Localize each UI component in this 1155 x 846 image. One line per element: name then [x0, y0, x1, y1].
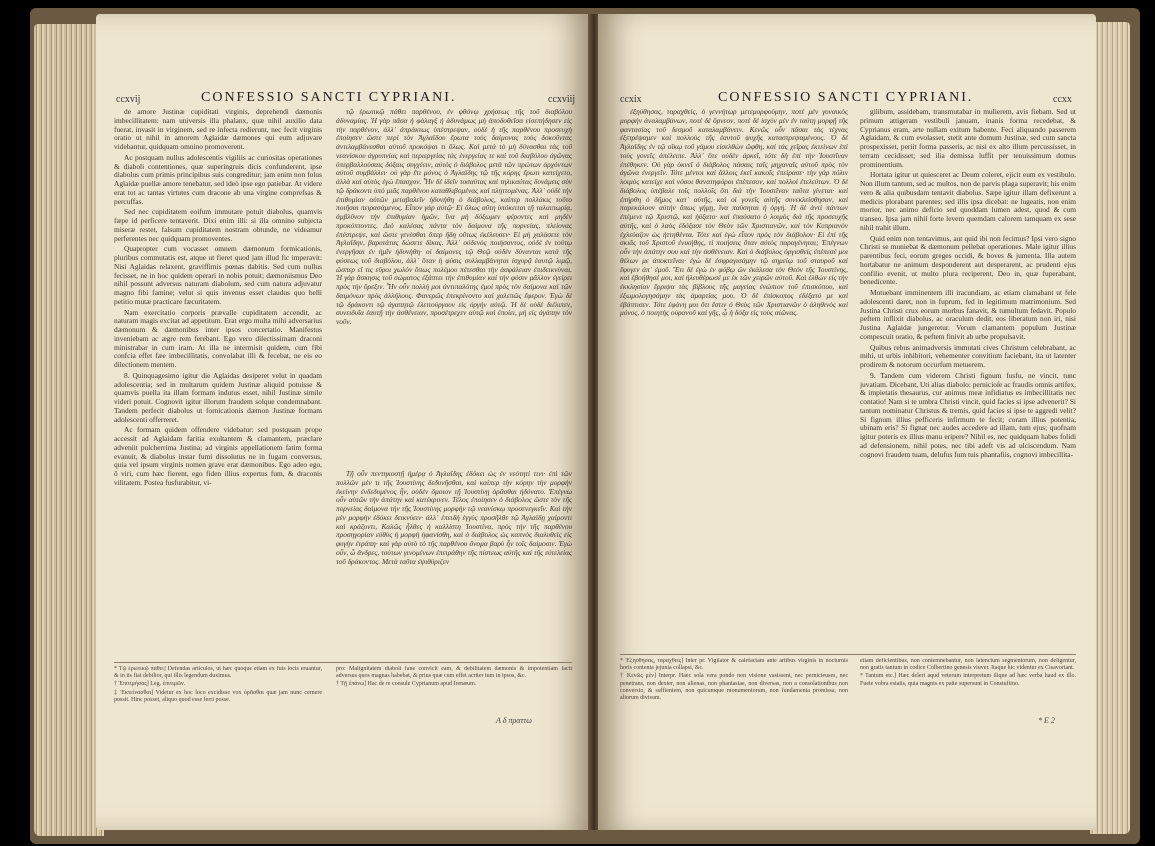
- latin-paragraph: 8. Quinquagesimo igitur die Aglaidas desiperet velut in quadam adolescentia; sed in multarum quidem Justinæ aliquid potuisse & quamvis puella ita illam formam indutus esset, nihil Justinæ simile videri potuit. Cognovit igitur illorum fraudem solque condemnabant. Tandem perfecit diabolus ut fornicationis dæmon Justinæ formam adolescenti offerreret.: [114, 370, 322, 424]
- latin-paragraph: gilibum, assidebam, transmutabar in mulierem, avis fiebam. Sed ut primum attigeram vestibuli januam, inanis forma recedebat, & Cyprianus eram, arte nullam exitum habente. Feci aliquando passerem Aglaidam, & cum evolasset, stetit ante domum Justinæ, sed cum sancta prospexisset, periit forma passeris, ac nisi ex alto illum percussisset, in terram cecidisset; sed ilia demissa luffit per tenuissimum domus prominentium.: [860, 108, 1076, 169]
- left-page: [96, 14, 590, 830]
- footnote: ‡ Ἐκτείνασθαι] Videtur ex hoc loco excidisse vox ὁρᾶσθαι quæ jam nunc cernere possit. Hinc posset, aliquo quod esse ferri posse.: [114, 689, 322, 703]
- footnote: † Τῇ ἐπάνω] Hac de re consule Cyprianum apud Irenæum.: [336, 681, 477, 688]
- latin-paragraph: Quid enim non tentavimus, aut quid ibi non fecimus? Ipsi vero signo Christi se muniebat & dæmonum pellebat operationes. Male igitur illius parentibus feci, eorum greges occidi, & boves & jumenta. Illa autem hortabatur ne animum desponderent aut desperarent, ac prudenti ejus confilio evenit, ut multo plura reciperent, Deo in, quæ fuperabant, benedicente.: [860, 233, 1076, 287]
- latin-paragraph: Quibus rebus animadversis immutati cives Christum celebrabant, ac mihi, ut urbis inhibitori, vehementer convitium faciebant, ita ut latenter prodirem & notorum occurfum metuerem.: [860, 342, 1076, 369]
- left-folio-left: ccxvij: [116, 94, 141, 105]
- left-page-edges: [34, 24, 104, 836]
- right-folio-right: ccxx: [1053, 94, 1072, 105]
- footnote: * Tantum etc.] Hæc deleri aqud veterum interpretum ilique ad hæc verba haud ex illo. Fuete vobra estatis, quia magnis ex patte supersunt in Constuftino.: [860, 673, 1076, 687]
- footnote: * Τῷ ἐρωτικῷ πάθει] Defendas articulos, ut hæc quoque etiam ex fuis locis eruantur, & in iis fiat debilior, qui illis legendum duximus.: [114, 666, 322, 680]
- right-page: [598, 14, 1096, 830]
- right-page-title: CONFESSIO SANCTI CYPRIANI.: [718, 90, 974, 105]
- right-footnotes: [620, 658, 848, 724]
- footnote: † Κενῶς μὲν] Interpr. Haec sola vera pondo non visione vasissent, nec pernicieuses, nec penetrans, non dexter, non alienas, non phantasiae, non diversas, non a consolationibus non conversio, & suffientem, non quicumque monumentorum, non fundamenta promissa, non aliorum divisum.: [620, 673, 848, 702]
- notes-divider: [114, 662, 572, 663]
- left-greek-column-2: [336, 470, 572, 658]
- footnote: etiam deficientibus, non contemnebantur, non latencium segmentorum, non deligentur, non gratis tantum in codice Colbertino genesis viuver. Itaque hic videntur ex Cisavortant.: [860, 658, 1076, 672]
- latin-paragraph: Ac formam quidem offendere videbatur: sed postquam prope accessit ad Aglaidam faritia exultantem & clamantem, præclare adveniit pulcherrima Justina; ad virginis appellationem fatim forma evanuit, & diabolus instar fumi dissolutus ne in fugam conversus, quia vel ipsum virginis nomen grave erat dæmonibus. Ego adeo ego, ô viri, cum hæc fierent, ego fiden illius expertus fum, & draconis vilitatem. Postea fusfurabitur, vi-: [114, 425, 322, 487]
- right-page-edges: [1090, 22, 1130, 834]
- left-greek-column: [336, 108, 572, 468]
- latin-paragraph: Quapropter cum vocasset omnem dæmonum formicationis, pluribus commutatis est, atque ut fieret quod jam illud fic imperavit: Nisi Aglaidas relaxent, graviffimis pœnas dabitis. Sed cum nullus fecisset, ne in hoc quidem operari in nobis potuit; dæmoniismus Deo nihil possunt adversus naturam diabolum, sed cum natura adjuvatur magno fibi famine; velut si quis invenus esset claudus quo belli petitio mutæ practicare fæcuritatem.: [114, 244, 322, 306]
- footnote: † Ἐπιτιμήσας] Leg. ἐπιτιμῶν.: [114, 681, 186, 688]
- left-folio-right: ccxviij: [548, 94, 576, 105]
- left-footnotes: [114, 666, 322, 726]
- right-greek-column: [620, 108, 848, 648]
- right-folio-left: ccxix: [620, 94, 642, 105]
- right-latin-column: [860, 108, 1076, 648]
- footnote: * Ἐξηύθησας, ταραχθεὶς] Inter pr. Vigilator & calefactam ante artibus virginis in nocturnis horis contenta jejunia collapsi, &c.: [620, 658, 848, 672]
- signature-mark: A δ πραττω: [496, 716, 532, 725]
- latin-paragraph: 9. Tandem cum viderem Christi fignum fusfu, ne vincit, tunc juvatiam. Dicebant, Uti alias diabolo: pernicioſe ac fraudis omnis artifex, & impietatis thesaurus, cur animus meæ infidiatus es imbecillitatis nec contatio! Nam si te umbra Christi vincit, quid facies si ipse advenerit? Si tantum nominatur Christus & tremis, quid facies si ipse te aggredi velit? Si fignum illius pefficeris infirmum te fecit; coram illius potentia, ubinam eris? Si fignat nec audes accedere ad illam, tum ejus; quofnam igitur poteris ex illius manu eripere? Nihil es, nec quidquam habes folidi ad defensionem, nihil potes, nec tibi adeft vis ad ulciscendum. Nam cognovi fraudem tuam, delufus fum tuis phantafiis, cognovi imbecillita-: [860, 370, 1076, 459]
- left-page-title: CONFESSIO SANCTI CYPRIANI.: [201, 90, 457, 105]
- notes-divider: [620, 654, 1076, 655]
- greek-paragraph: Τῇ οὖν πεντηκοστῇ ἡμέρᾳ ὁ Ἀγλαΐδης ἐδόκει ὡς ἐν νεότητί τινι· ἐπὶ τῶν πολλῶν μὲν τι τῆς Ἰουστίνης δεδυνῆσθαι, καὶ καίπερ τὴν κόρην τὴν μορφὴν ἐκείνην ἐνδεδυμένος ἦν, οὐδὲν ὅμοιον τῇ Ἰουστίνῃ ὁρᾶσθαι ἠδύνατο. Ἐπέγνω οὖν αὐτῶν τὴν ἀπάτην καὶ κατέκρινεν. Τέλος ἐποίησεν ὁ διάβολος ὥστε τὸν τῆς πορνείας δαίμονα τὴν τῆς Ἰουστίνης μορφὴν τῷ νεανίσκῳ προσενεγκεῖν. Καὶ τὴν μὲν μορφὴν ἐδόκει δεικνύειν· ἀλλ᾽ ἐπειδὴ ἐγγὺς προσῆλθε τῷ Ἀγλαΐδῃ χαίροντι καὶ κράζοντι, Καλῶς ἦλθες ἡ καλλίστη Ἰουστίνα, πρὸς τὴν τῆς παρθένου προσηγορίαν εὐθὺς ἡ μορφὴ ἠφανίσθη, καὶ ὁ διάβολος ὡς καπνὸς διαλυθεὶς εἰς φυγὴν ἐτράπη· καὶ γὰρ αὐτὸ τὸ τῆς παρθένου ὄνομα βαρὺ ἦν τοῖς δαίμοσιν. Ἐγὼ οὖν, ὦ ἄνδρες, τούτων γινομένων ἐπειράθην τῆς πίστεως αὐτῆς καὶ τῆς εὐτελείας τοῦ δράκοντος. Μετὰ ταῦτα ἐψιθύριζεν: [336, 470, 572, 566]
- greek-paragraph: ἐξηύθησας, ταραχθεὶς, ὁ γεννήτωρ μετεμορφούμην, ποτὲ μὲν γυναικὸς μορφὴν ἀναλαμβάνων, ποτὲ δὲ ὄρνεον, ποτὲ δὲ ἰσχὺν μὲν ἐν ταύτῃ μορφῇ τῆς φαντασίας τοῦ δεσμοῦ καταλαμβάνειν. Κενῶς οὖν πᾶσαι τὰς τέχνας ἐξετρέψαμεν καὶ πολλοὺς τῆς ἑαυτοῦ ψυχῆς καταστρεψαμένους. Ὁ δὲ Ἀγλαΐδης ἐν τῷ οἴκῳ τοῦ γάμου εἰσελθὼν ὤφθη, καὶ τὰς χεῖρας ἐκτείνων ἐπὶ τοὺς γονεῖς ἀπέλειπε. Ἀλλ᾽ ὅτε οὐδὲν ἀρκεῖ, τότε δὴ ἐπὶ τὴν Ἰουστῖναν ἐπέθηκεν. Οὐ γὰρ ὀκνεῖ ὁ διάβολος πάσαις ταῖς μηχαναῖς αὐτοῦ πρὸς τὸν ἀγῶνα ἐνεργεῖν. Τότε μέντοι καὶ ἄλλοις ἐκεῖ κακοῖς ἐπείρασε· τὴν γὰρ πόλιν λοιμὸς κατείχε καὶ νόσοι θανατηφόροι ἐπέπεσον, καὶ πολλοὶ ἐτελεύτων. Ὁ δὲ διάβολος ὑπέβαλε τοῖς πολλοῖς ὅτι διὰ τὴν Ἰουστῖναν ταῦτα γίνεται· καὶ ἐπήρθη ὁ δῆμος κατ᾽ αὐτῆς, καὶ οἱ γονεῖς αὐτῆς συνεκλείσθησαν, καὶ παρεκάλουν αὐτὴν ὅπως γήμῃ, ἵνα παύσηται ἡ ὀργή. Ἡ δὲ ἀντὶ πάντων ἐπέμενε τῷ Χριστῷ, καὶ ἠύξατο· καὶ ἐπαύσατο ὁ λοιμὸς διὰ τῆς προσευχῆς αὐτῆς, καὶ ὁ λαὸς ἐδόξασε τὸν Θεὸν τῶν Χριστιανῶν, καὶ τὸν Κυπριανὸν ἐχλεύαζον ὡς ἡττηθέντα. Τότε καὶ ἐγὼ εἶπον πρὸς τὸν διάβολον· Εἰ ἐπὶ τῆς σκιᾶς τοῦ Χριστοῦ ἐνικήθης, τί ποιήσεις ὅταν αὐτὸς παραγένηται; Ἐπέγνων οὖν τὴν ἀπάτην σου καὶ τὴν ἀσθένειαν. Καὶ ὁ διάβολος ὀργισθεὶς ἐπέπεσέ μοι θέλων με ἀποκτεῖναι· ἐγὼ δὲ ἐσφραγισάμην τῷ σημείῳ τοῦ σταυροῦ καὶ ἔφυγεν ἀπ᾽ ἐμοῦ. Ἔτι δὲ ἐγὼ ἐν φόβῳ ὢν ἐκάλεσα τὸν Θεὸν τῆς Ἰουστίνης, καὶ ἐβοήθησέ μοι, καὶ ἠλευθέρωσέ με ἐκ τῶν χειρῶν αὐτοῦ. Καὶ ἐλθὼν εἰς τὴν ἐκκλησίαν ἔρριψα τὰς βίβλους τῆς μαγείας ἐνώπιον τοῦ ἐπισκόπου, καὶ ἐξωμολογησάμην τὰς ἁμαρτίας μου. Ὁ δὲ ἐπίσκοπος ἐδέξατό με καὶ ἐβάπτισεν. Τότε ἐφάνη μοι ὅτι ἔστιν ὁ Θεὸς τῶν Χριστιανῶν ὁ ἀληθινὸς καὶ μόνος, ὁ ποιητὴς οὐρανοῦ καὶ γῆς, ᾧ ἡ δόξα εἰς τοὺς αἰῶνας.: [620, 108, 848, 318]
- latin-paragraph: Sed nec cupiditatem eoifum immutare potuit diabolus, quamvis fæpe id perficere tentaverit. Dixi enim illi: si illa omnino subjecta miseræ restet, falsum cupiditatem nostram obtunde, ne videamur perferentes nec quidquam promoventes.: [114, 207, 322, 243]
- signature-mark: * E 2: [1038, 716, 1055, 725]
- latin-paragraph: Nam exercitatio corporis prævalle cupiditatem accendit, ac naturam magis excitat ad appetitum. Erat ergo multa mihi adversarius dæmonum & dæmonibus inter ipsos concertatio. Manifestus inveniebam ac ægre rem ferebant. Ego vero dilectissimam draconi ministrabar in cum iram. At illa ne intermisit quidem, cum fibi confcia effet fæe imbecillitatis, convolabat illi & fecebat, ne eis eo dilectionem mentem.: [114, 307, 322, 369]
- latin-paragraph: de amore Justinæ cupiditati virginis, deprehendi dæmonis imbecillitatem: nam universis illa phalanx, quæ nihil auxilio data fuerat, invasit in virginem, sed re infecta redierunt, nec fecit virginis oratio ut nihil in amorem Aglaidæ dæmones qui eum adjuvare videbantur, quidquam omnino promoverent.: [114, 108, 322, 151]
- footnote: pro: Malignitatem diaboli fane convicit eam, & debilitatem dæmonis & impotentiam facti adversus quos magnas habebat, & prius quæ cum effet acriter tum in ipsos, &c.: [336, 666, 572, 680]
- latin-paragraph: Hortata igitur ut quiesceret ac Deum coleret, ejicit eum ex vestibulo. Non illum tantum, sed ac multos, non de parvis plaga superavit; his enim vero & alia quibusdam tentavit diabolus. Sæpe igitur illam defixerunt a medicis plorabant parentes; sed illis ipsa dicebat: ne lugeatis, non enim morior, nec animo deficio sed quoddam lumen adest, quod & cum transeo. Ipsa jam nihil forte levem quemdam calorem tamquam ex sese nihil trahit illum.: [860, 170, 1076, 232]
- left-latin-column: [114, 108, 322, 658]
- latin-paragraph: Motuebant imminentem illi iracundiam, ac etiam clamabant ut fele adolescenti daret, non in fuprum, fed in legitimum matrimonium. Sed Justina Christi crux eorum morbus fanavit, & tumultum fedavit. Populo peftem inflixit diabolus, ac oraculum dedit, eos liberatum non iri, nisi Justina Aglaidæ jungeretur. Verum clamantem populum Justinæ compescuit oratio, & peftem finivit ab urbe propulsavit.: [860, 288, 1076, 341]
- latin-paragraph: Ac postquam nullus adolescentis vigiliis ac curiositas operationes & diaboli contentiones, quæ superingruis dicis confunderent, ipse diabolus cum primis principibus suis congreditur; jam enim non folus Aglaidæ puellæ amore tenebatur, sed ideò ipse ego patiebar. At videre erat tot ac tantas virtutes cum dracone ab una virgine comprefsas & percuffas.: [114, 152, 322, 206]
- greek-paragraph: τῷ ἐρωτικῷ πάθει παρθένου, ἐν φθόνῳ χρήσεως τῆς τοῦ διαβόλου ἀδυναμίας. Ἡ γὰρ πᾶσα ἡ φάλαγξ ἡ ἀδυνάμως μὴ ἀποδοθεῖσα εἰσεπήδησεν εἰς τὴν παρθένον, ἀλλ᾽ ἀπράκτως ὑπέστρεψαν, οὐδὲ ἡ τῆς παρθένου προσευχὴ ἐποίησεν ὥστε περί τὸν Ἀγλαΐδου ἔρωτα τοὺς δαίμονας τοὺς δοκοῦντας ἀντιλαμβάνεσθαι αὐτοῦ προκόψαι τι ὅλως. Καὶ μετὰ τὸ μὴ δύνασθαι τὰς τοῦ νεανίσκου ἀγρυπνίας καὶ περιεργείας τὰς ἐνεργείας τε καὶ τοῦ διαβόλου ἀγῶνας ὑπερβαλλούσαις δόξαις συγχέειν, αὐτὸς ὁ διάβολος μετὰ τῶν πρώτων ἀρχόντων αὐτοῦ συμβάλλει· οὐ γὰρ ἔτι μόνος ὁ Ἀγλαΐδης τῷ τῆς κόρης ἔρωτι κατείχετο, ἀλλὰ καὶ αὐτὸς ἐγὼ ἔπασχον. Ἦν δὲ ἰδεῖν τοσαύτας καὶ τηλικαύτας δυνάμεις σὺν τῷ δράκοντι ὑπὸ μιᾶς παρθένου καταθλιβομένας καὶ πληττομένας. Ἀλλ᾽ οὐδὲ τὴν ἐπιθυμίαν αὐτῶν μεταβαλεῖν ἠδυνήθη ὁ διάβολος, καίπερ πολλάκις τοῦτο ποιῆσαι πειρασάμενος. Εἶπον γὰρ αὐτῷ· Εἰ ὅλως αὕτη ὑπόκειται τῇ ταλαιπωρίᾳ, ἀμβλῦνον τὴν ἐπιθυμίαν ἡμῶν, ἵνα μὴ δόξωμεν φέροντες καὶ μηδὲν προκόπτοντες. Διὸ καλέσας πάντα τὸν δαίμονα τῆς πορνείας, πλείονας ἐπέστρεψε, καὶ ὥστε γενέσθαι ὅπερ ἤδη οὕτως ἐκέλευσεν· Εἰ μὴ χαλάσετε τὸν Ἀγλαΐδην, βαρυτάτας δώσετε δίκας. Ἀλλ᾽ οὐδενὸς ποιήσαντος, οὐδὲ ἐν τούτῳ ἐνεργῆσαι ἐν ἡμῖν ἠδυνήθη· οἱ δαίμονες τῷ Θεῷ οὐδὲν δύνανται κατὰ τῆς φύσεως τοῦ διαβόλου, ἀλλ᾽ ὅταν ἡ φύσις συλλαμβάνηται ἰσχυρᾷ ἑαυτῷ λιμῷ, ὥσπερ εἴ τις εὕροι χωλὸν ὅπως πολέμου πέτεσθαι τὴν ἀσφάλειαν ἐπιδεικνύναι. Ἡ γὰρ ἄσκησις τοῦ σώματος ἐξάπτει τὴν ἐπιθυμίαν καὶ τὴν φύσιν μᾶλλον ἐγείρει πρὸς τὴν ὄρεξιν. Ἦν οὖν πολλή μοι ἀντιπαλότης ἐμοὶ πρὸς τὸν δαίμονα καὶ τῶν δαιμόνων πρὸς ἀλλήλους. Φανερῶς ἐπεκρίνοντο καὶ χαλεπῶς ἔφερον. Ἐγὼ δὲ τῷ δράκοντι τῷ ἀγαπητῷ ἐλειτούργουν εἰς ὀργὴν αὐτῷ. Ἡ δὲ οὐδὲ διέλιπεν, συνειδυῖα ἑαυτῇ τὴν ἀσθένειαν, προσέτρεχεν αὐτῷ καὶ ἐποίει, μὴ εἰς ἀγάπην τὸν νοῦν.: [336, 108, 572, 326]
- left-footnotes-2: [336, 666, 572, 726]
- right-footnotes-2: [860, 658, 1076, 724]
